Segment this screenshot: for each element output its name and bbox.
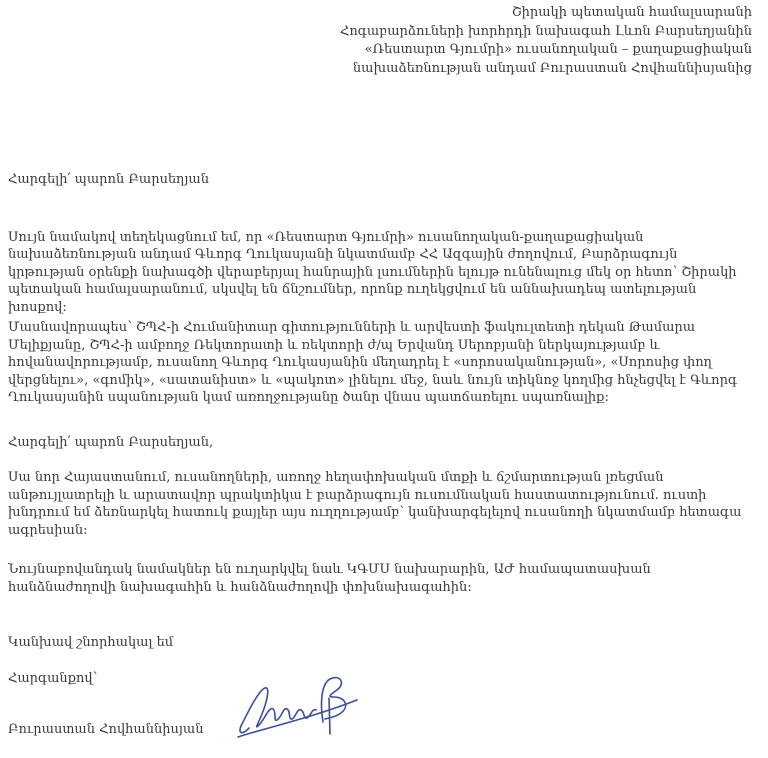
signature-ink <box>233 672 363 747</box>
closing-regards: Հարգանքով՝ <box>8 670 98 686</box>
signer-name: Բուրաստան Հովհաննիսյան <box>8 722 204 737</box>
paragraph-3: Սա նոր Հայաստանում, ուսանողների, առողջ հեղափոխական մտքի և ճշմարտության լռեցման անթույլատրելի և արատավոր պրակտիկա է բարձրագույն ուսումնական հաստատությունում. ուստի խնդրում եմ ձեռնարկել հատուկ քայլեր այս ուղղությամբ՝ կանխարգելելով ուսանողի նկատմամբ հետագա ագրեսիան: <box>8 470 742 538</box>
salutation-first: Հարգելի՛ պարոն Բարսեղյան <box>8 172 210 187</box>
recipient-block <box>8 4 754 78</box>
closing-thanks: Կանխավ շնորհակալ եմ <box>8 635 174 650</box>
signature-image <box>233 672 363 747</box>
recipient-line: «Ռեստարտ Գյումրի» ուսանողական – քաղաքացիական <box>364 42 752 57</box>
salutation-second: Հարգելի՛ պարոն Բարսեղյան, <box>8 434 214 450</box>
paragraph-4: Նույնաբովանդակ նամակներ են ուղարկվել նաև ԿԳՄՍ նախարարին, ԱԺ համապատասխան հանձնաժողովի նախագահին և հանձնաժողովի փոխնախագահին: <box>8 562 651 595</box>
recipient-line: Շիրակի պետական համալսարանի <box>511 5 752 20</box>
recipient-line: նախաձեռնության անդամ Բուրաստան Հովհաննիսյանից <box>352 60 752 76</box>
recipient-line: Հոգաբարձուների խորհրդի նախագահ Լևոն Բարսեղյանին <box>340 23 752 39</box>
paragraph-1: Սույն նամակով տեղեկացնում եմ, որ «Ռեստարտ Գյումրի» ուսանողական-քաղաքացիական նախաձեռնության անդամ Գևորգ Ղուկասյանի նկատմամբ ՀՀ Ազգային ժողովում, Բարձրագույն կրթության օրենքի նախագծի վերաբերյալ հանրային լսումներին ելույթ ունենալուց մեկ օր հետո՝ Շիրակի պետական համալսարանում, սկսվել են ճնշումներ, որոնք ուղեկցվում են աննախադեպ ատելության խոսքով: <box>8 229 737 315</box>
paragraph-2: Մասնավորապես՝ ՇՊՀ-ի Հումանիտար գիտությունների և արվեստի ֆակուլտետի դեկան Թամարա Մելիքյանը, ՇՊՀ-ի ամբողջ Ռեկտորատի և ռեկտորի ժ/պ Երվանդ Սերոբյանի ներկայությամբ և հովանավորությամբ, ուսանող Գևորգ Ղուկասյանին մեղադրել է «սորոսականության», «Սորոսից փող վերցնելու», «գոմիկ», «սատանիստ» և «պակոտ» լինելու մեջ, նաև նույն տիկնոջ կողմից հնչեցվել է Գևորգ Ղուկասյանին սպանության կամ առողջությանը ծանր վնաս պատճառելու սպառնալիք: <box>8 320 738 405</box>
